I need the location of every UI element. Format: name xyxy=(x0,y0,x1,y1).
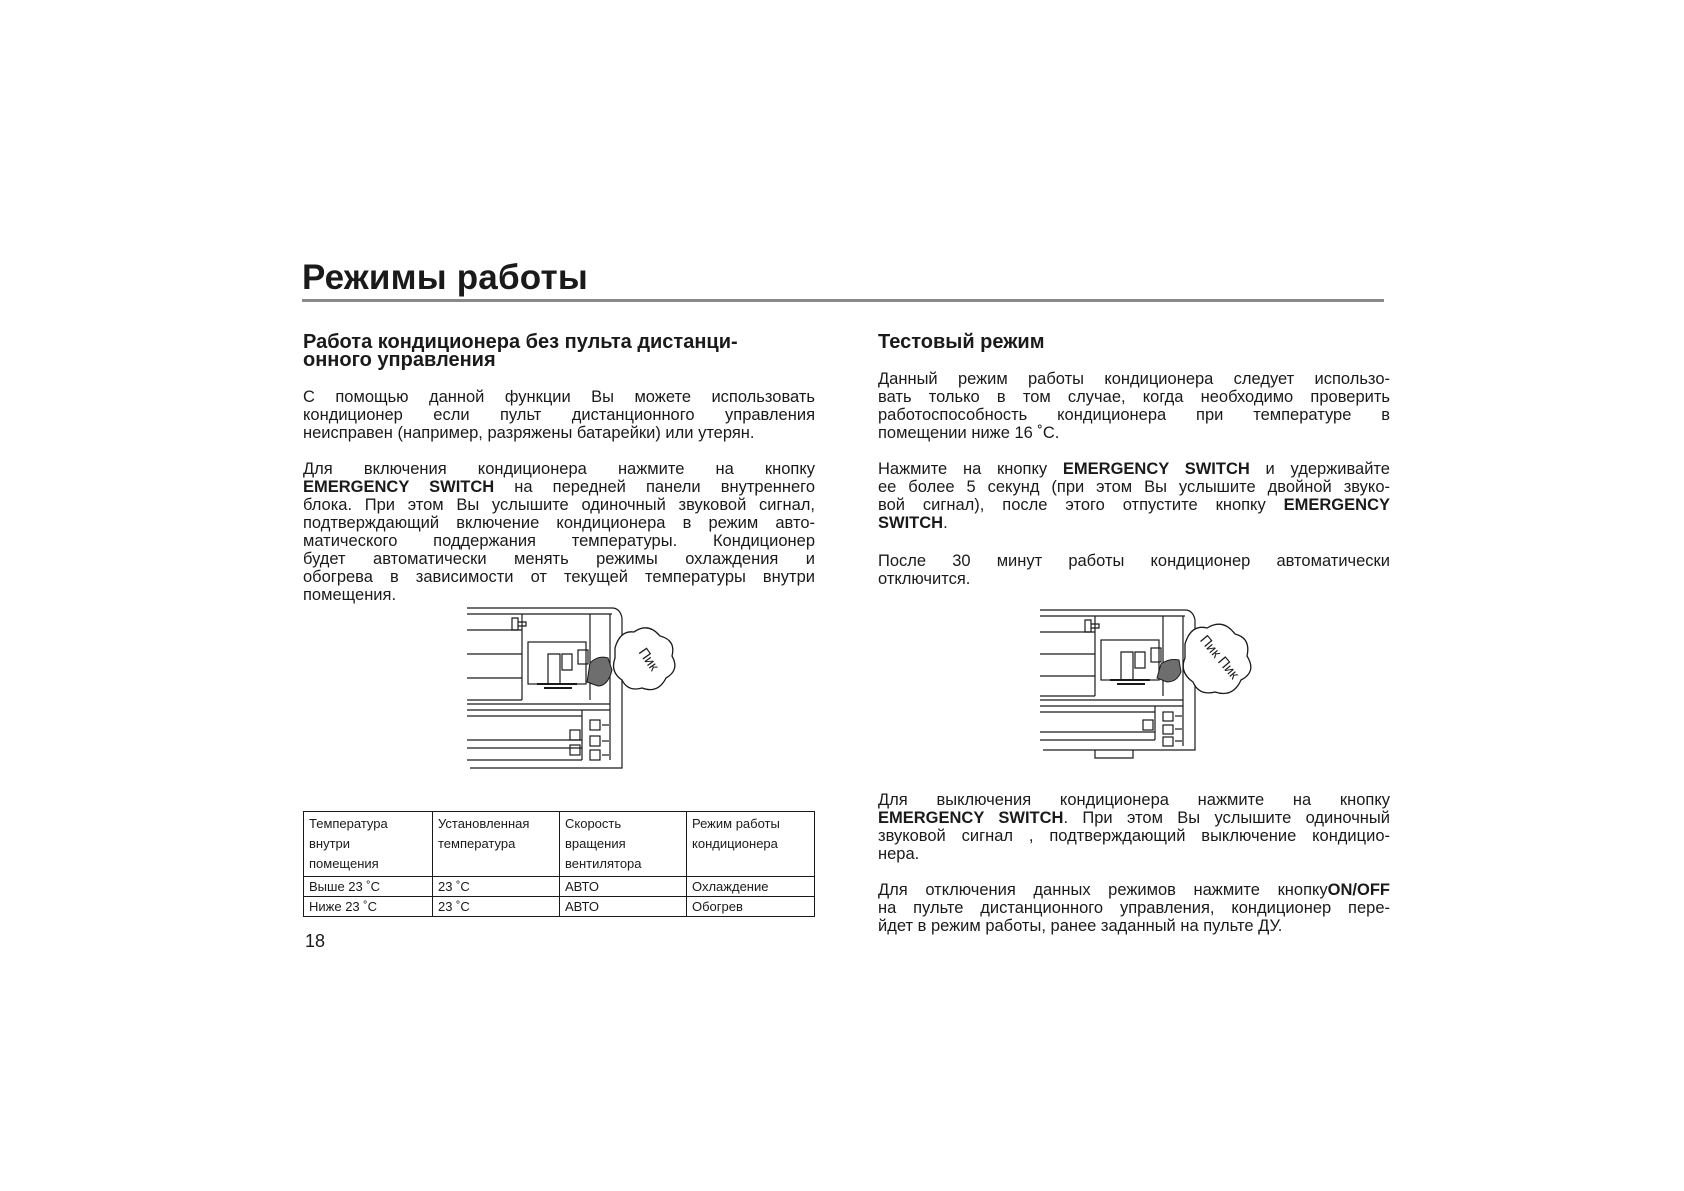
header-room-temp xyxy=(304,812,433,877)
header-room-temp-line-3: помещения xyxy=(309,856,379,871)
right-callout-text: Пик Пик xyxy=(1197,631,1243,682)
cell-set-temp: 23 ˚С xyxy=(433,877,560,897)
right-p1-line-4: помещении ниже 16 ˚С. xyxy=(878,424,1060,442)
table-row xyxy=(304,877,815,897)
mode-table xyxy=(303,811,815,917)
left-unit-figure xyxy=(462,600,692,780)
left-p2-line-3: блока. При этом Вы услышите одиночный звуковой сигнал, xyxy=(303,496,815,514)
header-fan-speed xyxy=(560,812,687,877)
right-p4-line-1: Для выключения кондиционера нажмите на кнопку xyxy=(878,791,1390,809)
emergency-switch-label: EMERGENCY SWITCH xyxy=(1062,460,1250,478)
right-p5-line-1-start: Для отключения данных режимов нажмите кнопку xyxy=(878,881,1328,899)
emergency-switch-label: EMERGENCY SWITCH xyxy=(878,809,1064,827)
header-mode xyxy=(687,812,815,877)
left-callout-text: Пик xyxy=(635,644,663,674)
switch-label: SWITCH xyxy=(878,514,944,532)
left-p1-line-1: С помощью данной функции Вы можете использовать xyxy=(303,388,815,406)
hand-icon xyxy=(1157,660,1181,683)
right-paragraph-4 xyxy=(878,791,1390,863)
left-p1-line-2: кондиционер если пульт дистанционного управления xyxy=(303,406,815,424)
left-paragraph-2 xyxy=(303,460,815,604)
right-p5-line-3: йдет в режим работы, ранее заданный на пульте ДУ. xyxy=(878,917,1283,935)
header-room-temp-line-2: внутри xyxy=(309,836,351,851)
right-paragraph-2 xyxy=(878,460,1390,532)
right-p5-line-1 xyxy=(878,881,1390,899)
right-p2-line-1-start: Нажмите на кнопку xyxy=(878,460,1063,478)
header-fan-speed-line-1: Скорость xyxy=(565,816,622,831)
cell-mode: Обогрев xyxy=(687,897,815,917)
cell-set-temp: 23 ˚С xyxy=(433,897,560,917)
emergency-label: EMERGENCY xyxy=(1283,496,1390,514)
header-mode-line-2: кондиционера xyxy=(692,836,778,851)
cell-mode: Охлаждение xyxy=(687,877,815,897)
right-p2-line-4-end: . xyxy=(943,514,948,532)
right-p2-line-3 xyxy=(878,496,1390,514)
cell-room-temp: Ниже 23 ˚С xyxy=(304,897,433,917)
on-off-label: ON/OFF xyxy=(1327,881,1390,899)
left-p2-line-1: Для включения кондиционера нажмите на кнопку xyxy=(303,460,815,478)
right-unit-figure xyxy=(1035,600,1265,780)
right-paragraph-5 xyxy=(878,881,1390,935)
left-heading-line-1: Работа кондиционера без пульта дистанци- xyxy=(303,331,738,353)
hand-icon xyxy=(587,657,612,686)
left-section-heading xyxy=(303,333,818,369)
right-p4-line-2-rest: . При этом Вы услышите одиночный xyxy=(1063,809,1390,827)
header-set-temp xyxy=(433,812,560,877)
page-number: 18 xyxy=(305,931,326,951)
right-p1-line-2: вать только в том случае, когда необходимо проверить xyxy=(878,388,1390,406)
page-title: Режимы работы xyxy=(302,258,588,297)
cell-fan-speed: АВТО xyxy=(560,897,687,917)
right-paragraph-3 xyxy=(878,552,1390,588)
cell-fan-speed: АВТО xyxy=(560,877,687,897)
header-set-temp-line-2: температура xyxy=(438,836,516,851)
right-p1-line-1: Данный режим работы кондиционера следует использо- xyxy=(878,370,1390,388)
right-p2-line-3-start: вой сигнал), после этого отпустите кнопку xyxy=(878,496,1284,514)
left-p1-line-3: неисправен (например, разряжены батарейки) или утерян. xyxy=(303,424,755,442)
left-p2-line-4: подтверждающий включение кондиционера в режим авто- xyxy=(303,514,815,532)
right-p4-line-4: нера. xyxy=(878,845,920,863)
emergency-switch-label: EMERGENCY SWITCH xyxy=(303,478,495,496)
right-p5-line-2: на пульте дистанционного управления, кондиционер пере- xyxy=(878,899,1390,917)
left-p2-line-5: матического поддержания температуры. Кондиционер xyxy=(303,532,815,550)
right-p3-line-2: отключится. xyxy=(878,570,971,588)
right-section-heading: Тестовый режим xyxy=(878,331,1045,353)
header-fan-speed-line-3: вентилятора xyxy=(565,856,642,871)
right-p2-line-1 xyxy=(878,460,1390,478)
mode-table-header-row xyxy=(304,812,815,877)
right-p2-line-1-end: и удерживайте xyxy=(1249,460,1390,478)
title-rule xyxy=(302,299,1384,302)
left-heading-line-2: онного управления xyxy=(303,349,496,371)
cell-room-temp: Выше 23 ˚С xyxy=(304,877,433,897)
right-paragraph-1 xyxy=(878,370,1390,442)
right-p2-line-2: ее более 5 секунд (при этом Вы услышите двойной звуко- xyxy=(878,478,1390,496)
header-fan-speed-line-2: вращения xyxy=(565,836,626,851)
left-p2-line-7: обогрева в зависимости от текущей температуры внутри xyxy=(303,568,815,586)
right-p2-line-4 xyxy=(878,514,1390,532)
header-room-temp-line-1: Температура xyxy=(309,816,388,831)
table-row xyxy=(304,897,815,917)
right-p1-line-3: работоспособность кондиционера при температуре в xyxy=(878,406,1390,424)
header-mode-line-1: Режим работы xyxy=(692,816,780,831)
left-p2-line-8: помещения. xyxy=(303,586,397,604)
left-p2-line-2 xyxy=(303,478,815,496)
left-paragraph-1 xyxy=(303,388,815,442)
right-p3-line-1: После 30 минут работы кондиционер автоматически xyxy=(878,552,1390,570)
header-set-temp-line-1: Установленная xyxy=(438,816,530,831)
left-p2-line-2-rest: на передней панели внутреннего xyxy=(494,478,815,496)
left-p2-line-6: будет автоматически менять режимы охлаждения и xyxy=(303,550,815,568)
right-p4-line-3: звуковой сигнал , подтверждающий выключение кондицио- xyxy=(878,827,1390,845)
right-p4-line-2 xyxy=(878,809,1390,827)
